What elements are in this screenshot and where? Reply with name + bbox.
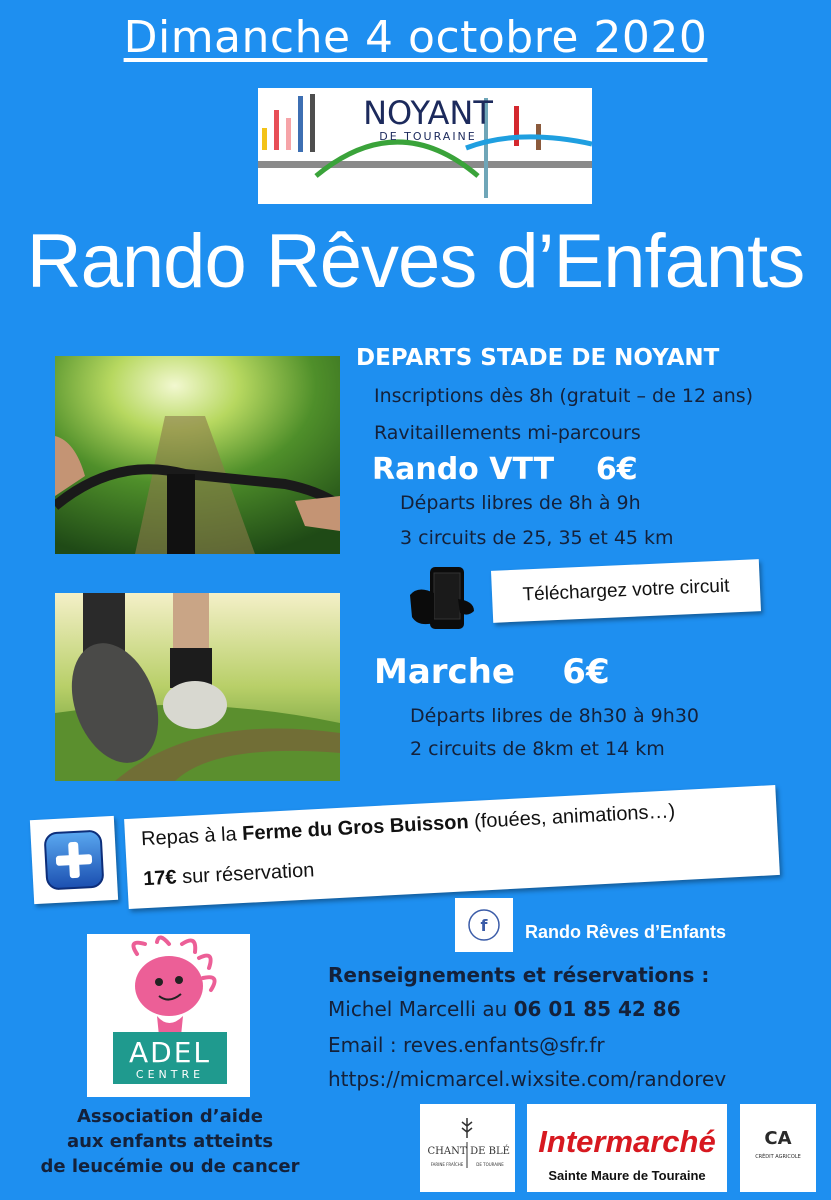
chant-de-ble-right: DE BLÉ — [470, 1146, 510, 1157]
adel-logo-sub: CENTRE — [135, 1068, 205, 1081]
contact-name: Michel Marcelli au — [328, 997, 514, 1021]
marche-circuits: 2 circuits de 8km et 14 km — [410, 738, 665, 760]
repas-prefix: Repas à la — [140, 822, 243, 851]
contact-email[interactable]: Email : reves.enfants@sfr.fr — [328, 1033, 605, 1057]
adel-description-line: de leucémie ou de cancer — [40, 1156, 300, 1177]
walking-feet-photo — [55, 593, 340, 781]
plus-badge — [30, 816, 118, 904]
repas-info-box — [124, 785, 780, 909]
departs-title: DEPARTS STADE DE NOYANT — [356, 345, 720, 371]
adel-centre-logo — [87, 934, 250, 1097]
contact-website[interactable]: https://micmarcel.wixsite.com/randorev — [328, 1067, 727, 1091]
repas-price-suffix: sur réservation — [176, 859, 315, 889]
chant-de-ble-logo — [420, 1104, 515, 1192]
credit-agricole-name: CRÉDIT AGRICOLE — [755, 1154, 801, 1160]
noyant-logo-graphic — [258, 88, 592, 204]
event-title: Rando Rêves d’Enfants — [26, 219, 805, 304]
mountain-bike-photo — [55, 356, 340, 554]
ravitaillement-text: Ravitaillements mi-parcours — [374, 422, 641, 444]
vtt-circuits: 3 circuits de 25, 35 et 45 km — [400, 527, 674, 549]
noyant-logo-name: NOYANT — [363, 94, 493, 132]
intermarche-location: Sainte Maure de Touraine — [548, 1168, 706, 1183]
smartphone-hand-icon — [408, 565, 480, 633]
inscriptions-text: Inscriptions dès 8h (gratuit – de 12 ans) — [374, 385, 754, 407]
intermarche-logo — [527, 1104, 727, 1192]
chant-de-ble-left: CHANT — [427, 1146, 467, 1157]
svg-text:f: f — [480, 916, 488, 935]
noyant-logo-sub: DE TOURAINE — [379, 130, 477, 143]
chant-de-ble-bottom-right: DE TOURAINE — [476, 1162, 504, 1167]
repas-price: 17€ — [142, 866, 178, 891]
adel-description-line: aux enfants atteints — [66, 1131, 274, 1152]
contact-phone[interactable]: 06 01 85 42 86 — [513, 997, 681, 1021]
repas-price-line — [143, 859, 315, 891]
vtt-title: Rando VTT 6€ — [372, 452, 638, 487]
chant-de-ble-bottom-left: FARINE FRAÎCHE — [430, 1162, 464, 1167]
facebook-icon — [455, 898, 513, 952]
contact-phone-line — [328, 997, 681, 1021]
adel-description — [20, 1104, 320, 1179]
noyant-de-touraine-logo — [258, 88, 592, 204]
credit-agricole-mark: CA — [764, 1128, 792, 1149]
download-circuit-link[interactable]: Téléchargez votre circuit — [491, 559, 761, 623]
repas-place: Ferme du Gros Buisson — [241, 811, 470, 845]
facebook-page-label[interactable]: Rando Rêves d’Enfants — [525, 922, 727, 942]
repas-line — [141, 800, 676, 851]
adel-logo-text: ADEL — [128, 1036, 212, 1069]
adel-description-line: Association d’aide — [76, 1106, 264, 1127]
vtt-departure-times: Départs libres de 8h à 9h — [400, 492, 641, 514]
facebook-link[interactable] — [455, 898, 513, 952]
credit-agricole-logo — [740, 1104, 816, 1192]
intermarche-name: Intermarché — [538, 1124, 716, 1159]
repas-suffix: (fouées, animations…) — [468, 800, 676, 834]
marche-title: Marche 6€ — [374, 652, 610, 692]
contact-title: Renseignements et réservations : — [328, 963, 710, 987]
event-date: Dimanche 4 octobre 2020 — [123, 12, 708, 63]
marche-departure-times: Départs libres de 8h30 à 9h30 — [410, 705, 699, 727]
plus-icon — [30, 816, 118, 904]
